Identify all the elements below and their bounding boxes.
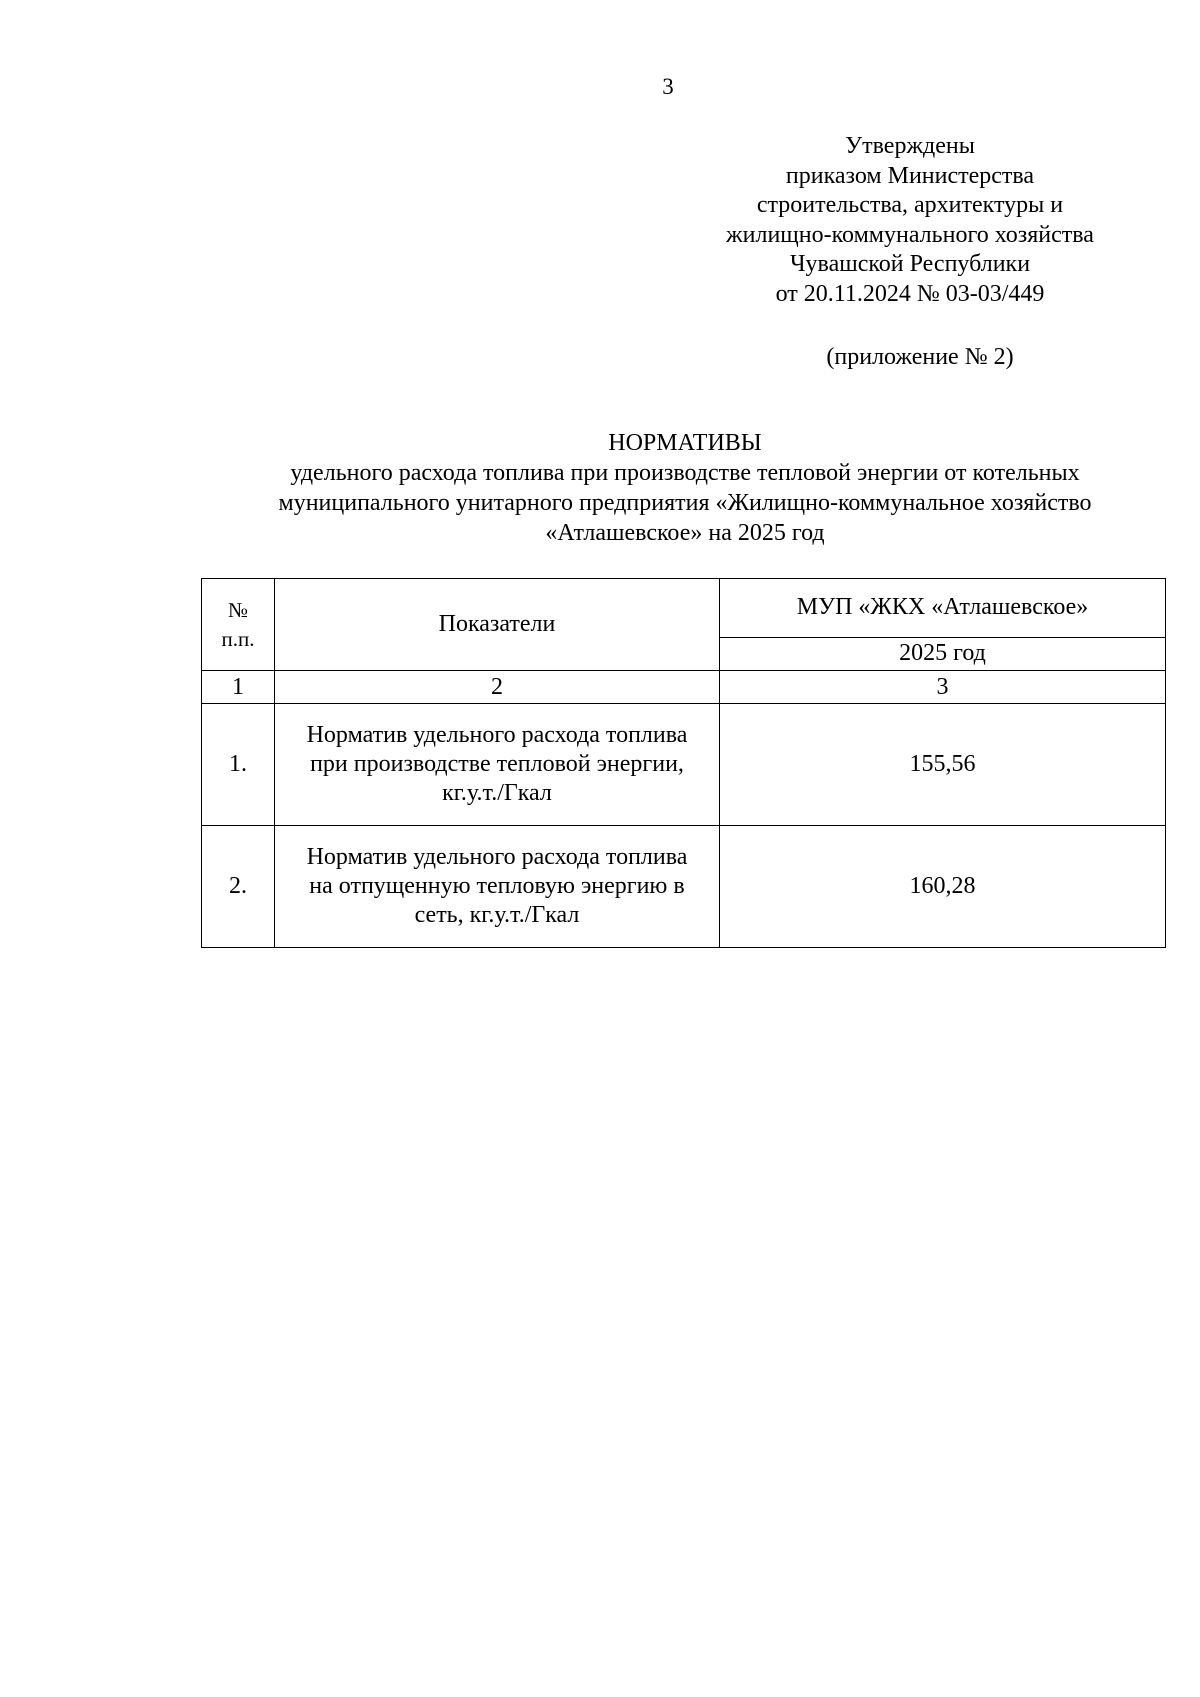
column-index-row: [202, 671, 1166, 704]
norms-table: [201, 578, 1166, 948]
approval-line: Утверждены: [845, 133, 975, 159]
table-header-row: [202, 579, 1166, 638]
header-number-sign: №: [227, 597, 249, 622]
column-index-cell: 1: [202, 671, 275, 704]
document-title: [180, 428, 1190, 548]
row-value-cell: 155,56: [720, 704, 1166, 826]
header-number-cell: [202, 579, 275, 671]
approval-line: приказом Министерства: [785, 162, 1035, 189]
header-organization-cell: МУП «ЖКХ «Атлашевское»: [720, 579, 1166, 638]
row-value-cell: 160,28: [720, 826, 1166, 948]
approval-line: строительства, архитектуры и: [756, 192, 1064, 218]
approval-line: жилищно-коммунального хозяйства: [726, 221, 1094, 248]
table-row: [202, 704, 1166, 826]
indicator-text-line: на отпущенную тепловую энергию в: [309, 873, 685, 899]
column-index-cell: 2: [275, 671, 720, 704]
header-number-abbr: п.п.: [221, 626, 255, 651]
title-line: удельного расхода топлива при производстве тепловой энергии от котельных: [290, 460, 1080, 486]
indicator-text-line: Норматив удельного расхода топлива: [306, 844, 688, 870]
indicator-text-line: кг.у.т./Гкал: [442, 780, 552, 806]
row-number-cell: 1.: [202, 704, 275, 826]
title-heading: НОРМАТИВЫ: [608, 430, 762, 456]
row-indicator-cell: [275, 826, 720, 948]
approval-order-reference: от 20.11.2024 № 03-03/449: [775, 280, 1045, 307]
row-indicator-cell: [275, 704, 720, 826]
appendix-label: (приложение № 2): [826, 344, 1014, 370]
approval-block: [680, 132, 1140, 309]
indicator-text-line: при производстве тепловой энергии,: [310, 751, 684, 777]
title-line: «Атлашевское» на 2025 год: [545, 520, 825, 546]
table-row: [202, 826, 1166, 948]
row-number-cell: 2.: [202, 826, 275, 948]
page-number: 3: [662, 74, 674, 99]
header-indicator-cell: Показатели: [275, 579, 720, 671]
indicator-text-line: сеть, кг.у.т./Гкал: [414, 902, 580, 928]
approval-line: Чувашской Республики: [789, 251, 1031, 277]
header-year-cell: 2025 год: [720, 637, 1166, 670]
column-index-cell: 3: [720, 671, 1166, 704]
indicator-text-line: Норматив удельного расхода топлива: [306, 722, 688, 748]
title-line: муниципального унитарного предприятия «Жилищно-коммунальное хозяйство: [278, 490, 1092, 516]
